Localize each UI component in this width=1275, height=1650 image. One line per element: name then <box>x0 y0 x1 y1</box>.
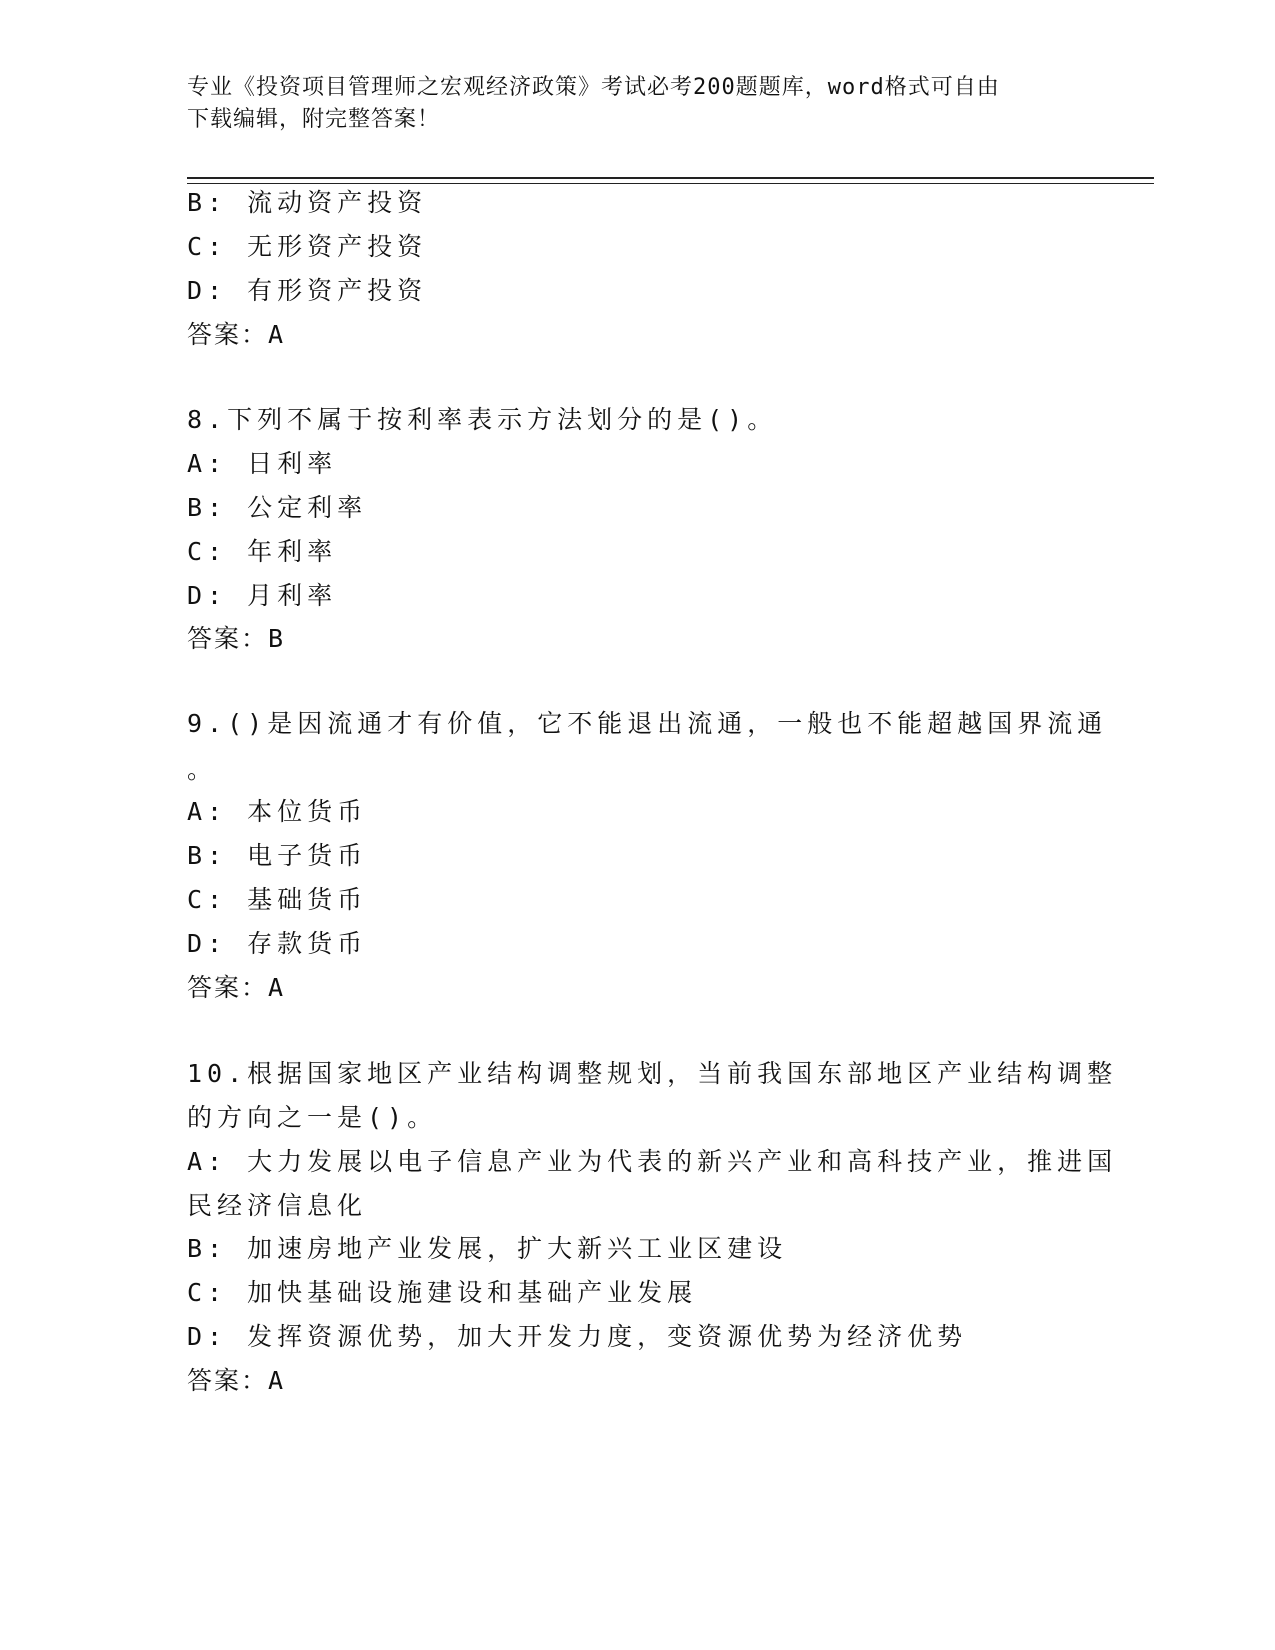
q9-stem-line-2: 。 <box>187 755 218 784</box>
q7-option-d: D: 有形资产投资 <box>187 276 428 305</box>
q10-option-c: C: 加快基础设施建设和基础产业发展 <box>187 1278 698 1307</box>
q9-option-a: A: 本位货币 <box>187 797 368 826</box>
q10-option-a-line-1: A: 大力发展以电子信息产业为代表的新兴产业和高科技产业，推进国 <box>187 1147 1118 1176</box>
q7-answer: 答案：A <box>187 320 286 349</box>
q8-option-a: A: 日利率 <box>187 449 338 478</box>
document-header <box>187 72 1087 136</box>
q10-option-b: B: 加速房地产业发展，扩大新兴工业区建设 <box>187 1234 788 1263</box>
header-line-1: 专业《投资项目管理师之宏观经济政策》考试必考200题题库，word格式可自由 <box>187 75 1000 100</box>
q10-answer: 答案：A <box>187 1366 286 1395</box>
q8-answer: 答案：B <box>187 624 286 653</box>
q8-option-c: C: 年利率 <box>187 537 338 566</box>
q9-option-d: D: 存款货币 <box>187 929 368 958</box>
q9-option-b: B: 电子货币 <box>187 841 368 870</box>
q9-answer: 答案：A <box>187 973 286 1002</box>
q10-option-a-line-2: 民经济信息化 <box>187 1191 368 1220</box>
q9-option-c: C: 基础货币 <box>187 885 368 914</box>
q8-option-b: B: 公定利率 <box>187 493 368 522</box>
q10-stem-line-1: 10.根据国家地区产业结构调整规划，当前我国东部地区产业结构调整 <box>187 1059 1118 1088</box>
q8-option-d: D: 月利率 <box>187 581 338 610</box>
header-divider-thin <box>187 183 1154 184</box>
q7-option-b: B: 流动资产投资 <box>187 188 428 217</box>
q8-stem: 8.下列不属于按利率表示方法划分的是()。 <box>187 405 778 434</box>
header-divider-thick <box>187 177 1154 179</box>
q10-stem-line-2: 的方向之一是()。 <box>187 1103 438 1132</box>
q7-option-c: C: 无形资产投资 <box>187 232 428 261</box>
q10-option-d: D: 发挥资源优势，加大开发力度，变资源优势为经济优势 <box>187 1322 968 1351</box>
header-line-2: 下载编辑，附完整答案！ <box>187 107 441 132</box>
q9-stem-line-1: 9.()是因流通才有价值，它不能退出流通，一般也不能超越国界流通 <box>187 709 1108 738</box>
